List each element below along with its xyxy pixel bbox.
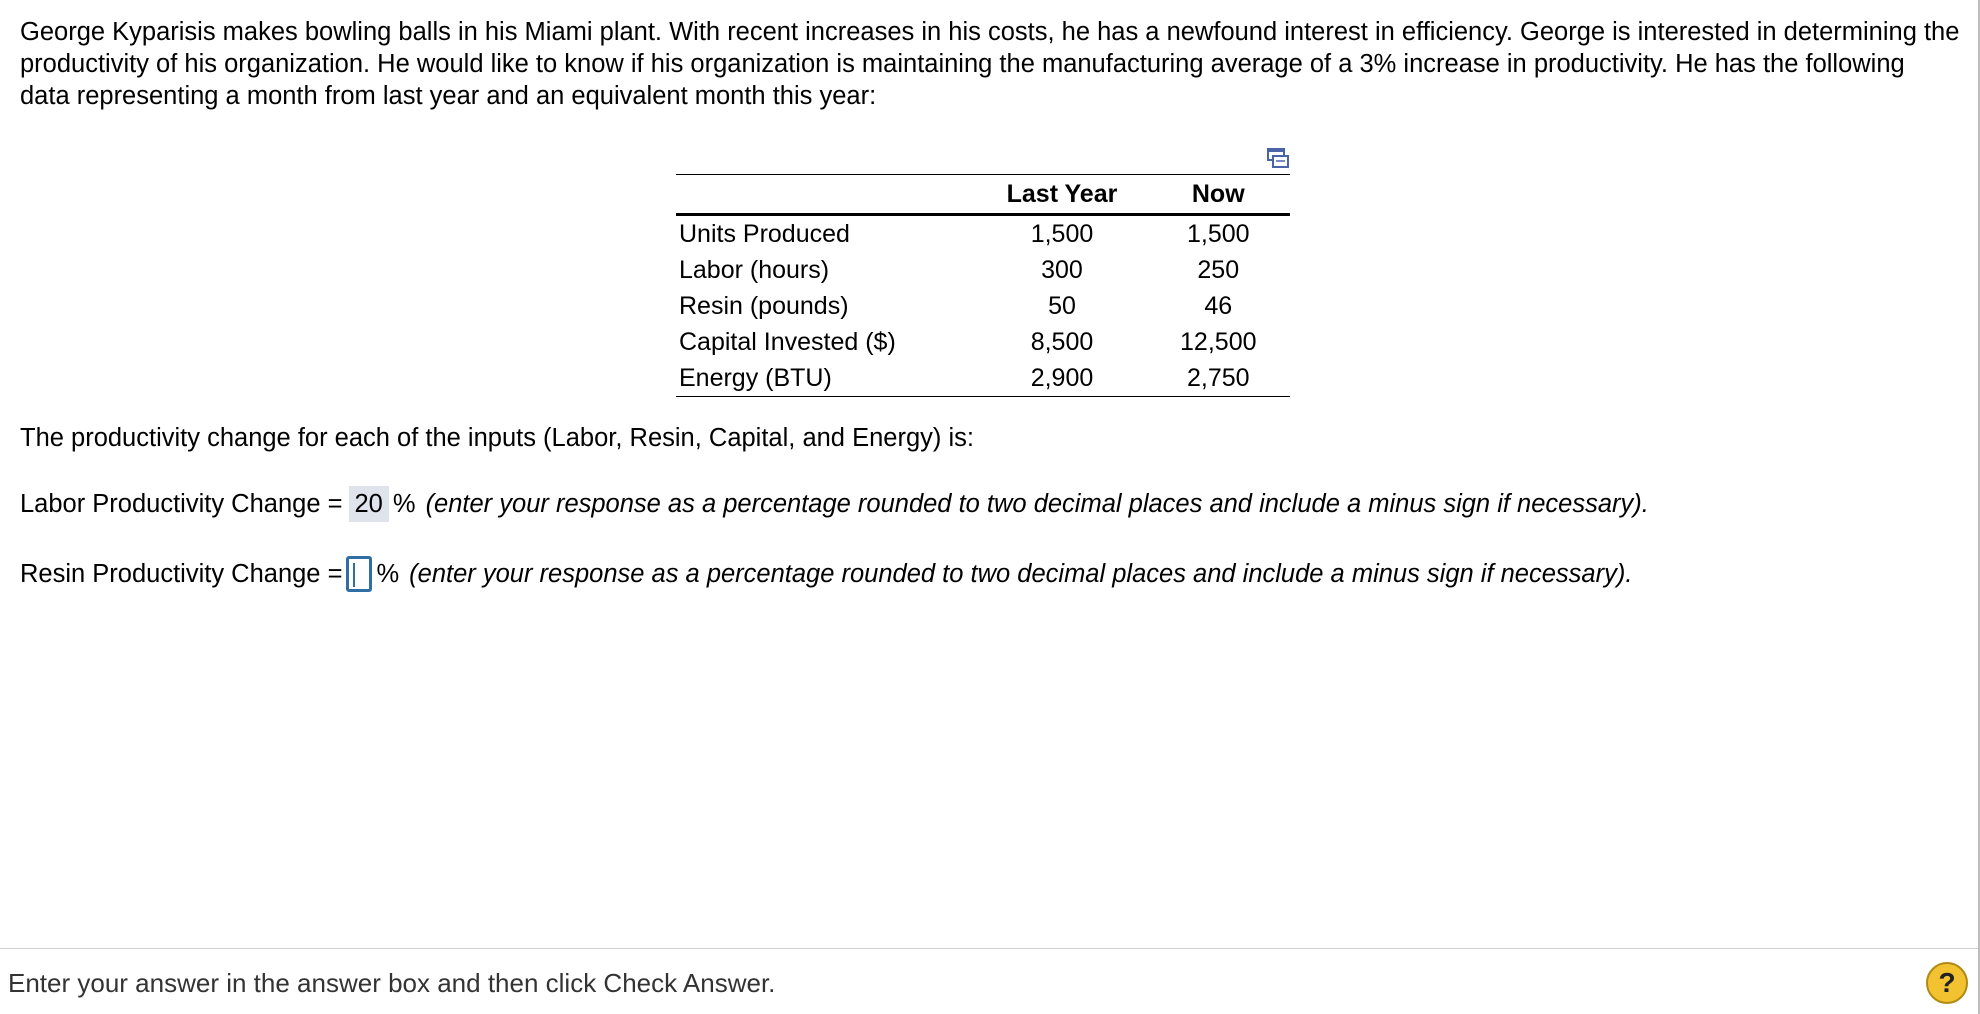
table-row (676, 252, 1290, 288)
header-last-year: Last Year (977, 175, 1146, 215)
footer-instruction: Enter your answer in the answer box and then click Check Answer. (8, 968, 776, 998)
labor-answer-line (20, 484, 1649, 524)
row-label: Labor (hours) (679, 255, 830, 284)
help-button[interactable] (1926, 962, 1968, 1004)
table-row (676, 360, 1290, 397)
resin-hint: (enter your response as a percentage rounded to two decimal places and include a minus sign if necessary). (409, 559, 1633, 588)
table-row (676, 215, 1290, 253)
cell-now: 250 (1197, 255, 1240, 284)
table-header-row (676, 175, 1290, 215)
labor-label: Labor Productivity Change = (20, 489, 343, 518)
cell-now: 12,500 (1180, 327, 1257, 356)
cell-now: 1,500 (1186, 219, 1250, 248)
cell-last-year: 300 (1041, 255, 1083, 284)
resin-answer-line (20, 554, 1632, 594)
resin-answer-input[interactable] (346, 556, 372, 592)
table-row (676, 288, 1290, 324)
problem-statement: George Kyparisis makes bowling balls in his Miami plant. With recent increases in his costs, he has a newfound interest in efficiency. George is interested in determining the productivity of his organization. He would like to know if his organization is maintaining the manufacturing average of a 3% increase in productivity. He has the following data representing a month from last year and an equivalent month this year: (20, 18, 1960, 110)
cell-now: 2,750 (1147, 360, 1290, 397)
productivity-subheading: The productivity change for each of the inputs (Labor, Resin, Capital, and Energy) is: (20, 424, 974, 452)
cell-last-year: 50 (1048, 291, 1076, 320)
row-label: Energy (BTU) (676, 360, 977, 397)
data-table (676, 174, 1290, 397)
cell-now: 46 (1204, 291, 1233, 320)
labor-percent-sign: % (392, 489, 416, 518)
help-icon: ? (1938, 967, 1956, 998)
labor-hint: (enter your response as a percentage rounded to two decimal places and include a minus sign if necessary). (425, 489, 1649, 518)
resin-label: Resin Productivity Change = (20, 559, 343, 588)
row-label: Resin (pounds) (679, 291, 849, 320)
row-label: Units Produced (679, 219, 850, 248)
resin-percent-sign: % (376, 559, 400, 588)
resin-input-wrap (342, 556, 376, 592)
data-table-container (676, 174, 1290, 397)
cell-last-year: 2,900 (977, 360, 1146, 397)
labor-answer-value[interactable]: 20 (349, 486, 389, 522)
header-label-col (676, 175, 977, 215)
row-label: Capital Invested ($) (679, 327, 896, 356)
cell-last-year: 1,500 (1030, 219, 1094, 248)
copy-table-icon[interactable] (1266, 147, 1290, 169)
table-row (676, 324, 1290, 360)
header-now: Now (1147, 175, 1290, 215)
text-cursor (353, 563, 355, 587)
cell-last-year: 8,500 (1030, 327, 1094, 356)
